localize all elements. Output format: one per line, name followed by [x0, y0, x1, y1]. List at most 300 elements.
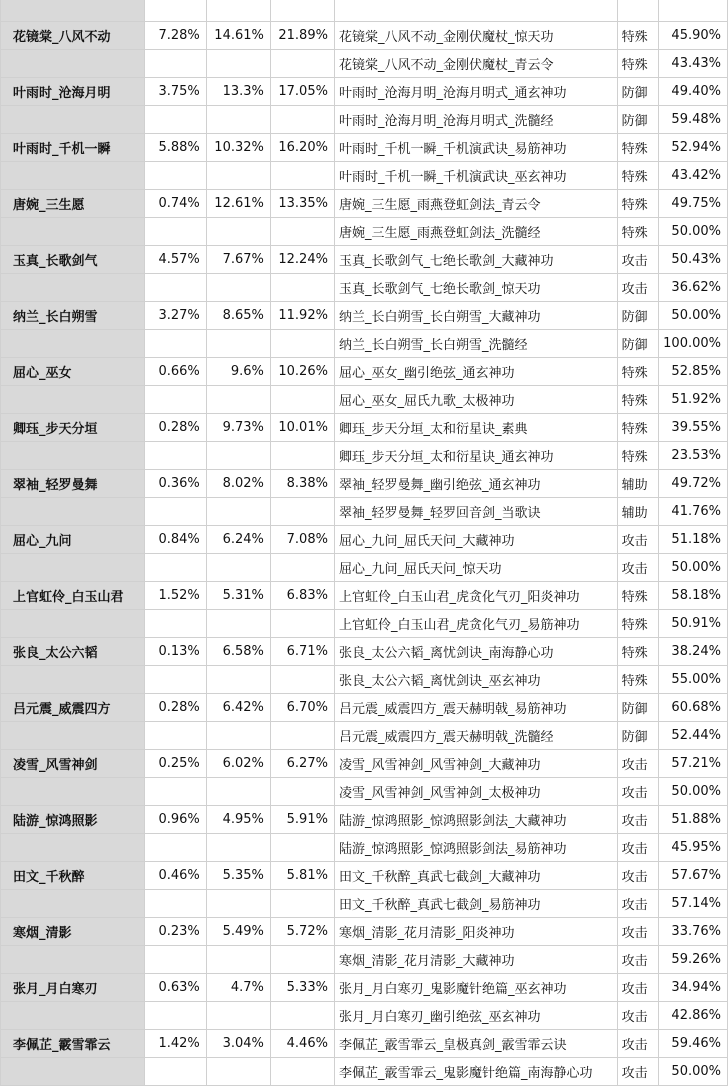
type-cell[interactable]: 防御	[617, 330, 658, 358]
pct2-cell[interactable]: 14.61%	[206, 22, 270, 50]
combo-cell[interactable]: 纳兰_长白朔雪_长白朔雪_大藏神功	[334, 302, 617, 330]
pct2-cell[interactable]	[206, 330, 270, 358]
rate-cell[interactable]: 57.14%	[658, 890, 727, 918]
pct1-cell[interactable]: 0.63%	[145, 974, 207, 1002]
pct3-cell[interactable]: 6.70%	[270, 694, 334, 722]
type-cell[interactable]: 防御	[617, 106, 658, 134]
combo-cell[interactable]: 凌雪_风雪神剑_风雪神剑_大藏神功	[334, 750, 617, 778]
hero-name-cell[interactable]: 陆游_惊鸿照影	[1, 806, 145, 834]
pct1-cell[interactable]: 3.27%	[145, 302, 207, 330]
combo-cell[interactable]: 唐婉_三生愿_雨燕登虹剑法_青云令	[334, 190, 617, 218]
pct1-cell[interactable]	[145, 1002, 207, 1030]
combo-cell[interactable]: 翠袖_轻罗曼舞_幽引绝弦_通玄神功	[334, 470, 617, 498]
pct3-cell[interactable]: 4.46%	[270, 1030, 334, 1058]
hero-name-cell[interactable]: 吕元震_威震四方	[1, 694, 145, 722]
pct2-cell[interactable]	[206, 218, 270, 246]
rate-cell[interactable]: 57.21%	[658, 750, 727, 778]
hero-name-cell[interactable]: 李佩芷_霰雪霏云	[1, 1030, 145, 1058]
pct1-cell[interactable]	[145, 386, 207, 414]
pct2-cell[interactable]: 6.42%	[206, 694, 270, 722]
type-cell[interactable]: 特殊	[617, 162, 658, 190]
type-cell[interactable]: 攻击	[617, 974, 658, 1002]
rate-cell[interactable]: 50.00%	[658, 778, 727, 806]
table-row	[1, 526, 728, 554]
type-cell[interactable]: 攻击	[617, 806, 658, 834]
type-cell[interactable]: 攻击	[617, 834, 658, 862]
pct3-cell[interactable]: 6.71%	[270, 638, 334, 666]
pct1-cell[interactable]: 1.52%	[145, 582, 207, 610]
pct1-cell[interactable]	[145, 834, 207, 862]
pct1-cell[interactable]	[145, 106, 207, 134]
pct1-cell[interactable]: 4.57%	[145, 246, 207, 274]
type-cell[interactable]: 攻击	[617, 246, 658, 274]
combo-cell[interactable]	[334, 0, 617, 22]
combo-cell[interactable]: 上官虹伶_白玉山君_虎贪化气刃_阳炎神功	[334, 582, 617, 610]
pct1-cell[interactable]	[145, 218, 207, 246]
rate-cell[interactable]: 57.67%	[658, 862, 727, 890]
pct3-cell[interactable]: 10.01%	[270, 414, 334, 442]
pct-cell[interactable]	[206, 0, 270, 22]
type-cell[interactable]: 特殊	[617, 582, 658, 610]
pct2-cell[interactable]	[206, 442, 270, 470]
pct2-cell[interactable]	[206, 1058, 270, 1086]
pct2-cell[interactable]: 6.58%	[206, 638, 270, 666]
pct1-cell[interactable]	[145, 946, 207, 974]
hero-name-cell[interactable]	[1, 778, 145, 806]
combo-cell[interactable]: 玉真_长歌剑气_七绝长歌剑_大藏神功	[334, 246, 617, 274]
pct3-cell[interactable]	[270, 162, 334, 190]
type-cell[interactable]	[617, 0, 658, 22]
pct3-cell[interactable]: 6.27%	[270, 750, 334, 778]
type-cell[interactable]: 攻击	[617, 274, 658, 302]
combo-cell[interactable]: 陆游_惊鸿照影_惊鸿照影剑法_大藏神功	[334, 806, 617, 834]
rate-cell[interactable]: 55.00%	[658, 666, 727, 694]
combo-cell[interactable]: 花镜棠_八风不动_金刚伏魔杖_惊天功	[334, 22, 617, 50]
pct3-cell[interactable]	[270, 442, 334, 470]
hero-name-cell[interactable]: 寒烟_清影	[1, 918, 145, 946]
pct2-cell[interactable]	[206, 722, 270, 750]
pct1-cell[interactable]: 0.28%	[145, 414, 207, 442]
combo-cell[interactable]: 叶雨时_沧海月明_沧海月明式_通玄神功	[334, 78, 617, 106]
type-cell[interactable]: 辅助	[617, 498, 658, 526]
combo-cell[interactable]: 凌雪_风雪神剑_风雪神剑_太极神功	[334, 778, 617, 806]
type-cell[interactable]: 特殊	[617, 218, 658, 246]
combo-cell[interactable]: 张月_月白寒刃_幽引绝弦_巫玄神功	[334, 1002, 617, 1030]
table-body	[1, 0, 728, 1086]
rate-cell[interactable]: 59.48%	[658, 106, 727, 134]
hero-name-cell[interactable]	[1, 218, 145, 246]
pct-cell[interactable]	[145, 0, 207, 22]
table-row	[1, 78, 728, 106]
hero-name-cell[interactable]: 翠袖_轻罗曼舞	[1, 470, 145, 498]
pct3-cell[interactable]	[270, 218, 334, 246]
pct2-cell[interactable]	[206, 50, 270, 78]
pct3-cell[interactable]	[270, 106, 334, 134]
pct2-cell[interactable]: 5.35%	[206, 862, 270, 890]
table-row	[1, 386, 728, 414]
table-row	[1, 442, 728, 470]
combo-cell[interactable]: 玉真_长歌剑气_七绝长歌剑_惊天功	[334, 274, 617, 302]
pct3-cell[interactable]	[270, 274, 334, 302]
rate-cell[interactable]: 43.43%	[658, 50, 727, 78]
pct2-cell[interactable]: 4.7%	[206, 974, 270, 1002]
table-row	[1, 806, 728, 834]
type-cell[interactable]: 攻击	[617, 778, 658, 806]
type-cell[interactable]: 攻击	[617, 1002, 658, 1030]
pct3-cell[interactable]	[270, 890, 334, 918]
pct3-cell[interactable]	[270, 722, 334, 750]
pct2-cell[interactable]: 13.3%	[206, 78, 270, 106]
type-cell[interactable]: 特殊	[617, 386, 658, 414]
hero-name-cell[interactable]: 张月_月白寒刃	[1, 974, 145, 1002]
pct3-cell[interactable]: 17.05%	[270, 78, 334, 106]
combo-cell[interactable]: 屈心_九问_屈氏天问_大藏神功	[334, 526, 617, 554]
hero-name-cell[interactable]: 上官虹伶_白玉山君	[1, 582, 145, 610]
hero-name-cell[interactable]	[1, 330, 145, 358]
hero-name-cell[interactable]	[1, 610, 145, 638]
hero-name-cell[interactable]	[1, 554, 145, 582]
combo-cell[interactable]: 李佩芷_霰雪霏云_鬼影魔针绝篇_南海静心功	[334, 1058, 617, 1086]
pct3-cell[interactable]	[270, 498, 334, 526]
table-row	[1, 330, 728, 358]
pct2-cell[interactable]: 12.61%	[206, 190, 270, 218]
hero-name-cell[interactable]: 玉真_长歌剑气	[1, 246, 145, 274]
combo-cell[interactable]: 花镜棠_八风不动_金刚伏魔杖_青云令	[334, 50, 617, 78]
pct3-cell[interactable]: 12.24%	[270, 246, 334, 274]
table-row	[1, 498, 728, 526]
type-cell[interactable]: 特殊	[617, 666, 658, 694]
combo-cell[interactable]: 叶雨时_沧海月明_沧海月明式_洗髓经	[334, 106, 617, 134]
hero-name-cell[interactable]: 田文_千秋醉	[1, 862, 145, 890]
table-row	[1, 666, 728, 694]
rate-cell[interactable]: 43.42%	[658, 162, 727, 190]
table-row	[1, 106, 728, 134]
combo-cell[interactable]: 张月_月白寒刃_鬼影魔针绝篇_巫玄神功	[334, 974, 617, 1002]
pct2-cell[interactable]: 5.49%	[206, 918, 270, 946]
hero-name-cell[interactable]	[1, 498, 145, 526]
pct2-cell[interactable]	[206, 498, 270, 526]
rate-cell[interactable]: 49.75%	[658, 190, 727, 218]
combo-cell[interactable]: 叶雨时_千机一瞬_千机演武诀_巫玄神功	[334, 162, 617, 190]
combo-cell[interactable]: 屈心_巫女_幽引绝弦_通玄神功	[334, 358, 617, 386]
rate-cell[interactable]: 45.90%	[658, 22, 727, 50]
table-row	[1, 134, 728, 162]
rate-cell[interactable]: 50.00%	[658, 302, 727, 330]
pct-cell[interactable]	[270, 0, 334, 22]
pct3-cell[interactable]: 13.35%	[270, 190, 334, 218]
type-cell[interactable]: 特殊	[617, 22, 658, 50]
rate-cell[interactable]: 51.88%	[658, 806, 727, 834]
combo-cell[interactable]: 上官虹伶_白玉山君_虎贪化气刃_易筋神功	[334, 610, 617, 638]
rate-cell[interactable]: 38.24%	[658, 638, 727, 666]
pct1-cell[interactable]	[145, 722, 207, 750]
rate-cell[interactable]: 51.92%	[658, 386, 727, 414]
hero-name-cell[interactable]: 花镜棠_八风不动	[1, 22, 145, 50]
pct3-cell[interactable]: 5.91%	[270, 806, 334, 834]
pct1-cell[interactable]: 1.42%	[145, 1030, 207, 1058]
pct3-cell[interactable]	[270, 1058, 334, 1086]
hero-name-cell[interactable]	[1, 274, 145, 302]
combo-cell[interactable]: 叶雨时_千机一瞬_千机演武诀_易筋神功	[334, 134, 617, 162]
pct1-cell[interactable]: 3.75%	[145, 78, 207, 106]
type-cell[interactable]: 攻击	[617, 918, 658, 946]
table-row	[1, 470, 728, 498]
pct3-cell[interactable]	[270, 554, 334, 582]
pct3-cell[interactable]: 6.83%	[270, 582, 334, 610]
table-row	[1, 610, 728, 638]
rate-cell[interactable]: 59.46%	[658, 1030, 727, 1058]
pct3-cell[interactable]	[270, 666, 334, 694]
rate-cell[interactable]: 52.44%	[658, 722, 727, 750]
pct2-cell[interactable]: 9.6%	[206, 358, 270, 386]
pct3-cell[interactable]	[270, 778, 334, 806]
rate-cell[interactable]: 33.76%	[658, 918, 727, 946]
rate-cell[interactable]: 23.53%	[658, 442, 727, 470]
combo-cell[interactable]: 寒烟_清影_花月清影_大藏神功	[334, 946, 617, 974]
pct2-cell[interactable]	[206, 106, 270, 134]
hero-name-cell[interactable]	[1, 386, 145, 414]
type-cell[interactable]: 攻击	[617, 526, 658, 554]
table-row	[1, 974, 728, 1002]
pct1-cell[interactable]: 0.13%	[145, 638, 207, 666]
pct2-cell[interactable]: 4.95%	[206, 806, 270, 834]
rate-cell[interactable]: 45.95%	[658, 834, 727, 862]
pct1-cell[interactable]	[145, 162, 207, 190]
pct3-cell[interactable]: 8.38%	[270, 470, 334, 498]
type-cell[interactable]: 特殊	[617, 442, 658, 470]
type-cell[interactable]: 防御	[617, 78, 658, 106]
pct3-cell[interactable]: 5.72%	[270, 918, 334, 946]
pct3-cell[interactable]	[270, 946, 334, 974]
hero-name-cell[interactable]: 叶雨时_沧海月明	[1, 78, 145, 106]
table-row	[1, 274, 728, 302]
pct2-cell[interactable]	[206, 946, 270, 974]
combo-cell[interactable]: 张良_太公六韬_离忧剑诀_南海静心功	[334, 638, 617, 666]
hero-name-cell[interactable]: 卿珏_步天分垣	[1, 414, 145, 442]
type-cell[interactable]: 特殊	[617, 50, 658, 78]
rate-cell[interactable]: 60.68%	[658, 694, 727, 722]
pct3-cell[interactable]	[270, 386, 334, 414]
hero-cell[interactable]	[1, 0, 145, 22]
pct2-cell[interactable]: 3.04%	[206, 1030, 270, 1058]
hero-name-cell[interactable]: 屈心_九问	[1, 526, 145, 554]
table-row	[1, 554, 728, 582]
rate-cell[interactable]: 100.00%	[658, 330, 727, 358]
pct1-cell[interactable]	[145, 1058, 207, 1086]
pct2-cell[interactable]	[206, 274, 270, 302]
pct3-cell[interactable]	[270, 1002, 334, 1030]
hero-name-cell[interactable]	[1, 162, 145, 190]
pct2-cell[interactable]	[206, 386, 270, 414]
combo-cell[interactable]: 屈心_九问_屈氏天问_惊天功	[334, 554, 617, 582]
pct2-cell[interactable]	[206, 890, 270, 918]
hero-name-cell[interactable]: 凌雪_风雪神剑	[1, 750, 145, 778]
rate-cell[interactable]: 50.00%	[658, 218, 727, 246]
rate-cell[interactable]: 59.26%	[658, 946, 727, 974]
pct3-cell[interactable]: 16.20%	[270, 134, 334, 162]
type-cell[interactable]: 特殊	[617, 610, 658, 638]
pct1-cell[interactable]: 0.28%	[145, 694, 207, 722]
hero-name-cell[interactable]	[1, 834, 145, 862]
hero-name-cell[interactable]: 张良_太公六韬	[1, 638, 145, 666]
hero-name-cell[interactable]: 屈心_巫女	[1, 358, 145, 386]
rate-cell[interactable]: 58.18%	[658, 582, 727, 610]
hero-name-cell[interactable]: 叶雨时_千机一瞬	[1, 134, 145, 162]
type-cell[interactable]: 辅助	[617, 470, 658, 498]
pct1-cell[interactable]	[145, 498, 207, 526]
rate-cell[interactable]: 49.72%	[658, 470, 727, 498]
combo-cell[interactable]: 吕元震_威震四方_震天赫明戟_易筋神功	[334, 694, 617, 722]
pct1-cell[interactable]	[145, 274, 207, 302]
combo-cell[interactable]: 陆游_惊鸿照影_惊鸿照影剑法_易筋神功	[334, 834, 617, 862]
rate-cell[interactable]: 49.40%	[658, 78, 727, 106]
pct2-cell[interactable]: 10.32%	[206, 134, 270, 162]
pct1-cell[interactable]: 0.46%	[145, 862, 207, 890]
type-cell[interactable]: 攻击	[617, 1058, 658, 1086]
type-cell[interactable]: 特殊	[617, 414, 658, 442]
pct1-cell[interactable]	[145, 554, 207, 582]
type-cell[interactable]: 防御	[617, 694, 658, 722]
combo-cell[interactable]: 田文_千秋醉_真武七截剑_大藏神功	[334, 862, 617, 890]
table-row	[1, 1030, 728, 1058]
pct1-cell[interactable]: 0.23%	[145, 918, 207, 946]
pct1-cell[interactable]: 0.96%	[145, 806, 207, 834]
pct1-cell[interactable]	[145, 442, 207, 470]
rate-cell[interactable]: 50.00%	[658, 1058, 727, 1086]
table-row	[1, 50, 728, 78]
table-row	[1, 302, 728, 330]
rate-cell[interactable]: 51.18%	[658, 526, 727, 554]
type-cell[interactable]: 攻击	[617, 750, 658, 778]
hero-name-cell[interactable]	[1, 1002, 145, 1030]
combo-cell[interactable]: 纳兰_长白朔雪_长白朔雪_洗髓经	[334, 330, 617, 358]
rate-cell[interactable]: 50.00%	[658, 554, 727, 582]
pct3-cell[interactable]: 7.08%	[270, 526, 334, 554]
hero-name-cell[interactable]	[1, 1058, 145, 1086]
pct2-cell[interactable]	[206, 666, 270, 694]
table-row	[1, 834, 728, 862]
pct3-cell[interactable]: 5.81%	[270, 862, 334, 890]
pct2-cell[interactable]: 6.02%	[206, 750, 270, 778]
type-cell[interactable]: 特殊	[617, 190, 658, 218]
type-cell[interactable]: 特殊	[617, 638, 658, 666]
type-cell[interactable]: 特殊	[617, 358, 658, 386]
combo-cell[interactable]: 卿珏_步天分垣_太和衍星诀_素典	[334, 414, 617, 442]
combo-cell[interactable]: 屈心_巫女_屈氏九歌_太极神功	[334, 386, 617, 414]
pct1-cell[interactable]: 7.28%	[145, 22, 207, 50]
pct2-cell[interactable]: 6.24%	[206, 526, 270, 554]
hero-name-cell[interactable]	[1, 666, 145, 694]
rate-cell[interactable]: 42.86%	[658, 1002, 727, 1030]
rate-cell[interactable]: 39.55%	[658, 414, 727, 442]
rate-cell[interactable]: 41.76%	[658, 498, 727, 526]
table-row	[1, 778, 728, 806]
pct3-cell[interactable]	[270, 834, 334, 862]
type-cell[interactable]: 攻击	[617, 554, 658, 582]
table-row	[1, 862, 728, 890]
combo-cell[interactable]: 卿珏_步天分垣_太和衍星诀_通玄神功	[334, 442, 617, 470]
hero-name-cell[interactable]	[1, 50, 145, 78]
rate-cell[interactable]: 52.94%	[658, 134, 727, 162]
pct1-cell[interactable]	[145, 610, 207, 638]
pct1-cell[interactable]	[145, 890, 207, 918]
rate-cell[interactable]: 50.91%	[658, 610, 727, 638]
pct2-cell[interactable]	[206, 834, 270, 862]
table-row	[1, 162, 728, 190]
type-cell[interactable]: 攻击	[617, 890, 658, 918]
type-cell[interactable]: 防御	[617, 722, 658, 750]
pct1-cell[interactable]: 0.25%	[145, 750, 207, 778]
type-cell[interactable]: 攻击	[617, 1030, 658, 1058]
combo-cell[interactable]: 李佩芷_霰雪霏云_皇极真剑_霰雪霏云诀	[334, 1030, 617, 1058]
pct3-cell[interactable]	[270, 610, 334, 638]
pct2-cell[interactable]: 5.31%	[206, 582, 270, 610]
pct2-cell[interactable]	[206, 1002, 270, 1030]
hero-name-cell[interactable]	[1, 890, 145, 918]
combo-cell[interactable]: 寒烟_清影_花月清影_阳炎神功	[334, 918, 617, 946]
pct1-cell[interactable]	[145, 330, 207, 358]
hero-name-cell[interactable]	[1, 946, 145, 974]
pct1-cell[interactable]	[145, 778, 207, 806]
pct1-cell[interactable]: 0.84%	[145, 526, 207, 554]
pct3-cell[interactable]	[270, 330, 334, 358]
pct3-cell[interactable]	[270, 50, 334, 78]
rate-cell[interactable]: 52.85%	[658, 358, 727, 386]
pct2-cell[interactable]: 8.65%	[206, 302, 270, 330]
combo-cell[interactable]: 张良_太公六韬_离忧剑诀_巫玄神功	[334, 666, 617, 694]
rate-cell[interactable]: 36.62%	[658, 274, 727, 302]
type-cell[interactable]: 攻击	[617, 862, 658, 890]
pct2-cell[interactable]	[206, 778, 270, 806]
pct2-cell[interactable]: 7.67%	[206, 246, 270, 274]
table-row	[1, 190, 728, 218]
pct2-cell[interactable]	[206, 610, 270, 638]
pct3-cell[interactable]: 21.89%	[270, 22, 334, 50]
pct1-cell[interactable]: 0.74%	[145, 190, 207, 218]
table-row	[1, 722, 728, 750]
pct3-cell[interactable]: 5.33%	[270, 974, 334, 1002]
rate-cell[interactable]: 50.43%	[658, 246, 727, 274]
pct1-cell[interactable]: 0.36%	[145, 470, 207, 498]
hero-name-cell[interactable]	[1, 106, 145, 134]
hero-name-cell[interactable]	[1, 722, 145, 750]
rate-cell[interactable]	[658, 0, 727, 22]
pct1-cell[interactable]: 0.66%	[145, 358, 207, 386]
pct1-cell[interactable]: 5.88%	[145, 134, 207, 162]
hero-name-cell[interactable]: 唐婉_三生愿	[1, 190, 145, 218]
pct2-cell[interactable]: 8.02%	[206, 470, 270, 498]
type-cell[interactable]: 攻击	[617, 946, 658, 974]
combo-cell[interactable]: 吕元震_威震四方_震天赫明戟_洗髓经	[334, 722, 617, 750]
rate-cell[interactable]: 34.94%	[658, 974, 727, 1002]
pct3-cell[interactable]: 10.26%	[270, 358, 334, 386]
type-cell[interactable]: 特殊	[617, 134, 658, 162]
combo-cell[interactable]: 翠袖_轻罗曼舞_轻罗回音剑_当歌诀	[334, 498, 617, 526]
combo-cell[interactable]: 田文_千秋醉_真武七截剑_易筋神功	[334, 890, 617, 918]
pct1-cell[interactable]	[145, 666, 207, 694]
pct2-cell[interactable]	[206, 554, 270, 582]
table-row-partial	[1, 0, 728, 22]
pct3-cell[interactable]: 11.92%	[270, 302, 334, 330]
hero-name-cell[interactable]	[1, 442, 145, 470]
combo-cell[interactable]: 唐婉_三生愿_雨燕登虹剑法_洗髓经	[334, 218, 617, 246]
type-cell[interactable]: 防御	[617, 302, 658, 330]
pct1-cell[interactable]	[145, 50, 207, 78]
pct2-cell[interactable]	[206, 162, 270, 190]
table-row	[1, 890, 728, 918]
pct2-cell[interactable]: 9.73%	[206, 414, 270, 442]
hero-name-cell[interactable]: 纳兰_长白朔雪	[1, 302, 145, 330]
